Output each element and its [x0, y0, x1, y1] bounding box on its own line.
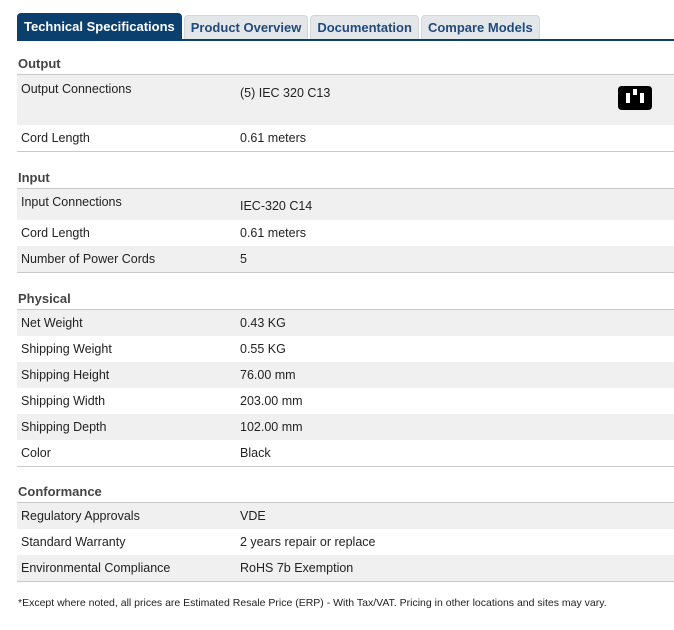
- table-row: [17, 246, 674, 272]
- tab-technical-specifications[interactable]: Technical Specifications: [17, 13, 182, 39]
- physical-table: [17, 309, 674, 467]
- table-row: [17, 388, 674, 414]
- spec-label: Environmental Compliance: [21, 561, 171, 575]
- physical-section: [17, 289, 674, 467]
- table-row: [17, 503, 674, 529]
- table-row: [17, 362, 674, 388]
- section-title-physical: Physical: [18, 291, 71, 306]
- spec-label: Regulatory Approvals: [21, 509, 140, 523]
- tab-compare-models[interactable]: Compare Models: [421, 15, 540, 39]
- spec-label: Shipping Weight: [21, 342, 112, 356]
- spec-value: 102.00 mm: [240, 420, 303, 434]
- table-row: [17, 414, 674, 440]
- section-title-conformance: Conformance: [18, 484, 102, 499]
- spec-label: Input Connections: [21, 195, 122, 209]
- spec-value: 0.61 meters: [240, 131, 307, 145]
- input-table: [17, 188, 674, 273]
- spec-value: 2 years repair or replace: [240, 535, 376, 549]
- tab-documentation[interactable]: Documentation: [310, 15, 419, 39]
- spec-value: RoHS 7b Exemption: [240, 561, 354, 575]
- table-row: [17, 310, 674, 336]
- table-row: [17, 220, 674, 246]
- spec-label: Standard Warranty: [21, 535, 126, 549]
- spec-value: Black: [240, 446, 271, 460]
- spec-value: (5) IEC 320 C13: [240, 86, 331, 100]
- spec-value: 0.55 KG: [240, 342, 286, 356]
- table-row: [17, 336, 674, 362]
- spec-value: 76.00 mm: [240, 368, 296, 382]
- table-row: [17, 440, 674, 466]
- table-row: [17, 529, 674, 555]
- table-row: [17, 189, 674, 220]
- pricing-footnote: *Except where noted, all prices are Estimated Resale Price (ERP) - With Tax/VAT. Pricing in other locations and sites may vary.: [18, 597, 607, 609]
- spec-value: 0.61 meters: [240, 226, 307, 240]
- tab-bar: [17, 13, 674, 41]
- spec-value: 203.00 mm: [240, 394, 303, 408]
- spec-label: Output Connections: [21, 82, 132, 96]
- table-row: [17, 555, 674, 581]
- conformance-section: [17, 482, 674, 582]
- spec-label: Number of Power Cords: [21, 252, 156, 266]
- spec-label: Color: [21, 446, 51, 460]
- tab-product-overview[interactable]: Product Overview: [184, 15, 309, 39]
- spec-label: Shipping Width: [21, 394, 106, 408]
- spec-label: Cord Length: [21, 131, 90, 145]
- iec-c13-outlet-icon: [616, 84, 654, 112]
- section-title-output: Output: [18, 56, 61, 71]
- spec-label: Shipping Height: [21, 368, 110, 382]
- conformance-table: [17, 502, 674, 582]
- spec-value: IEC-320 C14: [240, 199, 313, 213]
- section-title-input: Input: [18, 170, 50, 185]
- table-row: [17, 125, 674, 151]
- input-section: [17, 168, 674, 273]
- output-section: [17, 54, 674, 152]
- spec-label: Net Weight: [21, 316, 83, 330]
- spec-value: VDE: [240, 509, 266, 523]
- spec-value: 5: [240, 252, 247, 266]
- output-table: [17, 74, 674, 152]
- table-row: [17, 75, 674, 125]
- spec-value: 0.43 KG: [240, 316, 286, 330]
- spec-label: Cord Length: [21, 226, 90, 240]
- spec-label: Shipping Depth: [21, 420, 107, 434]
